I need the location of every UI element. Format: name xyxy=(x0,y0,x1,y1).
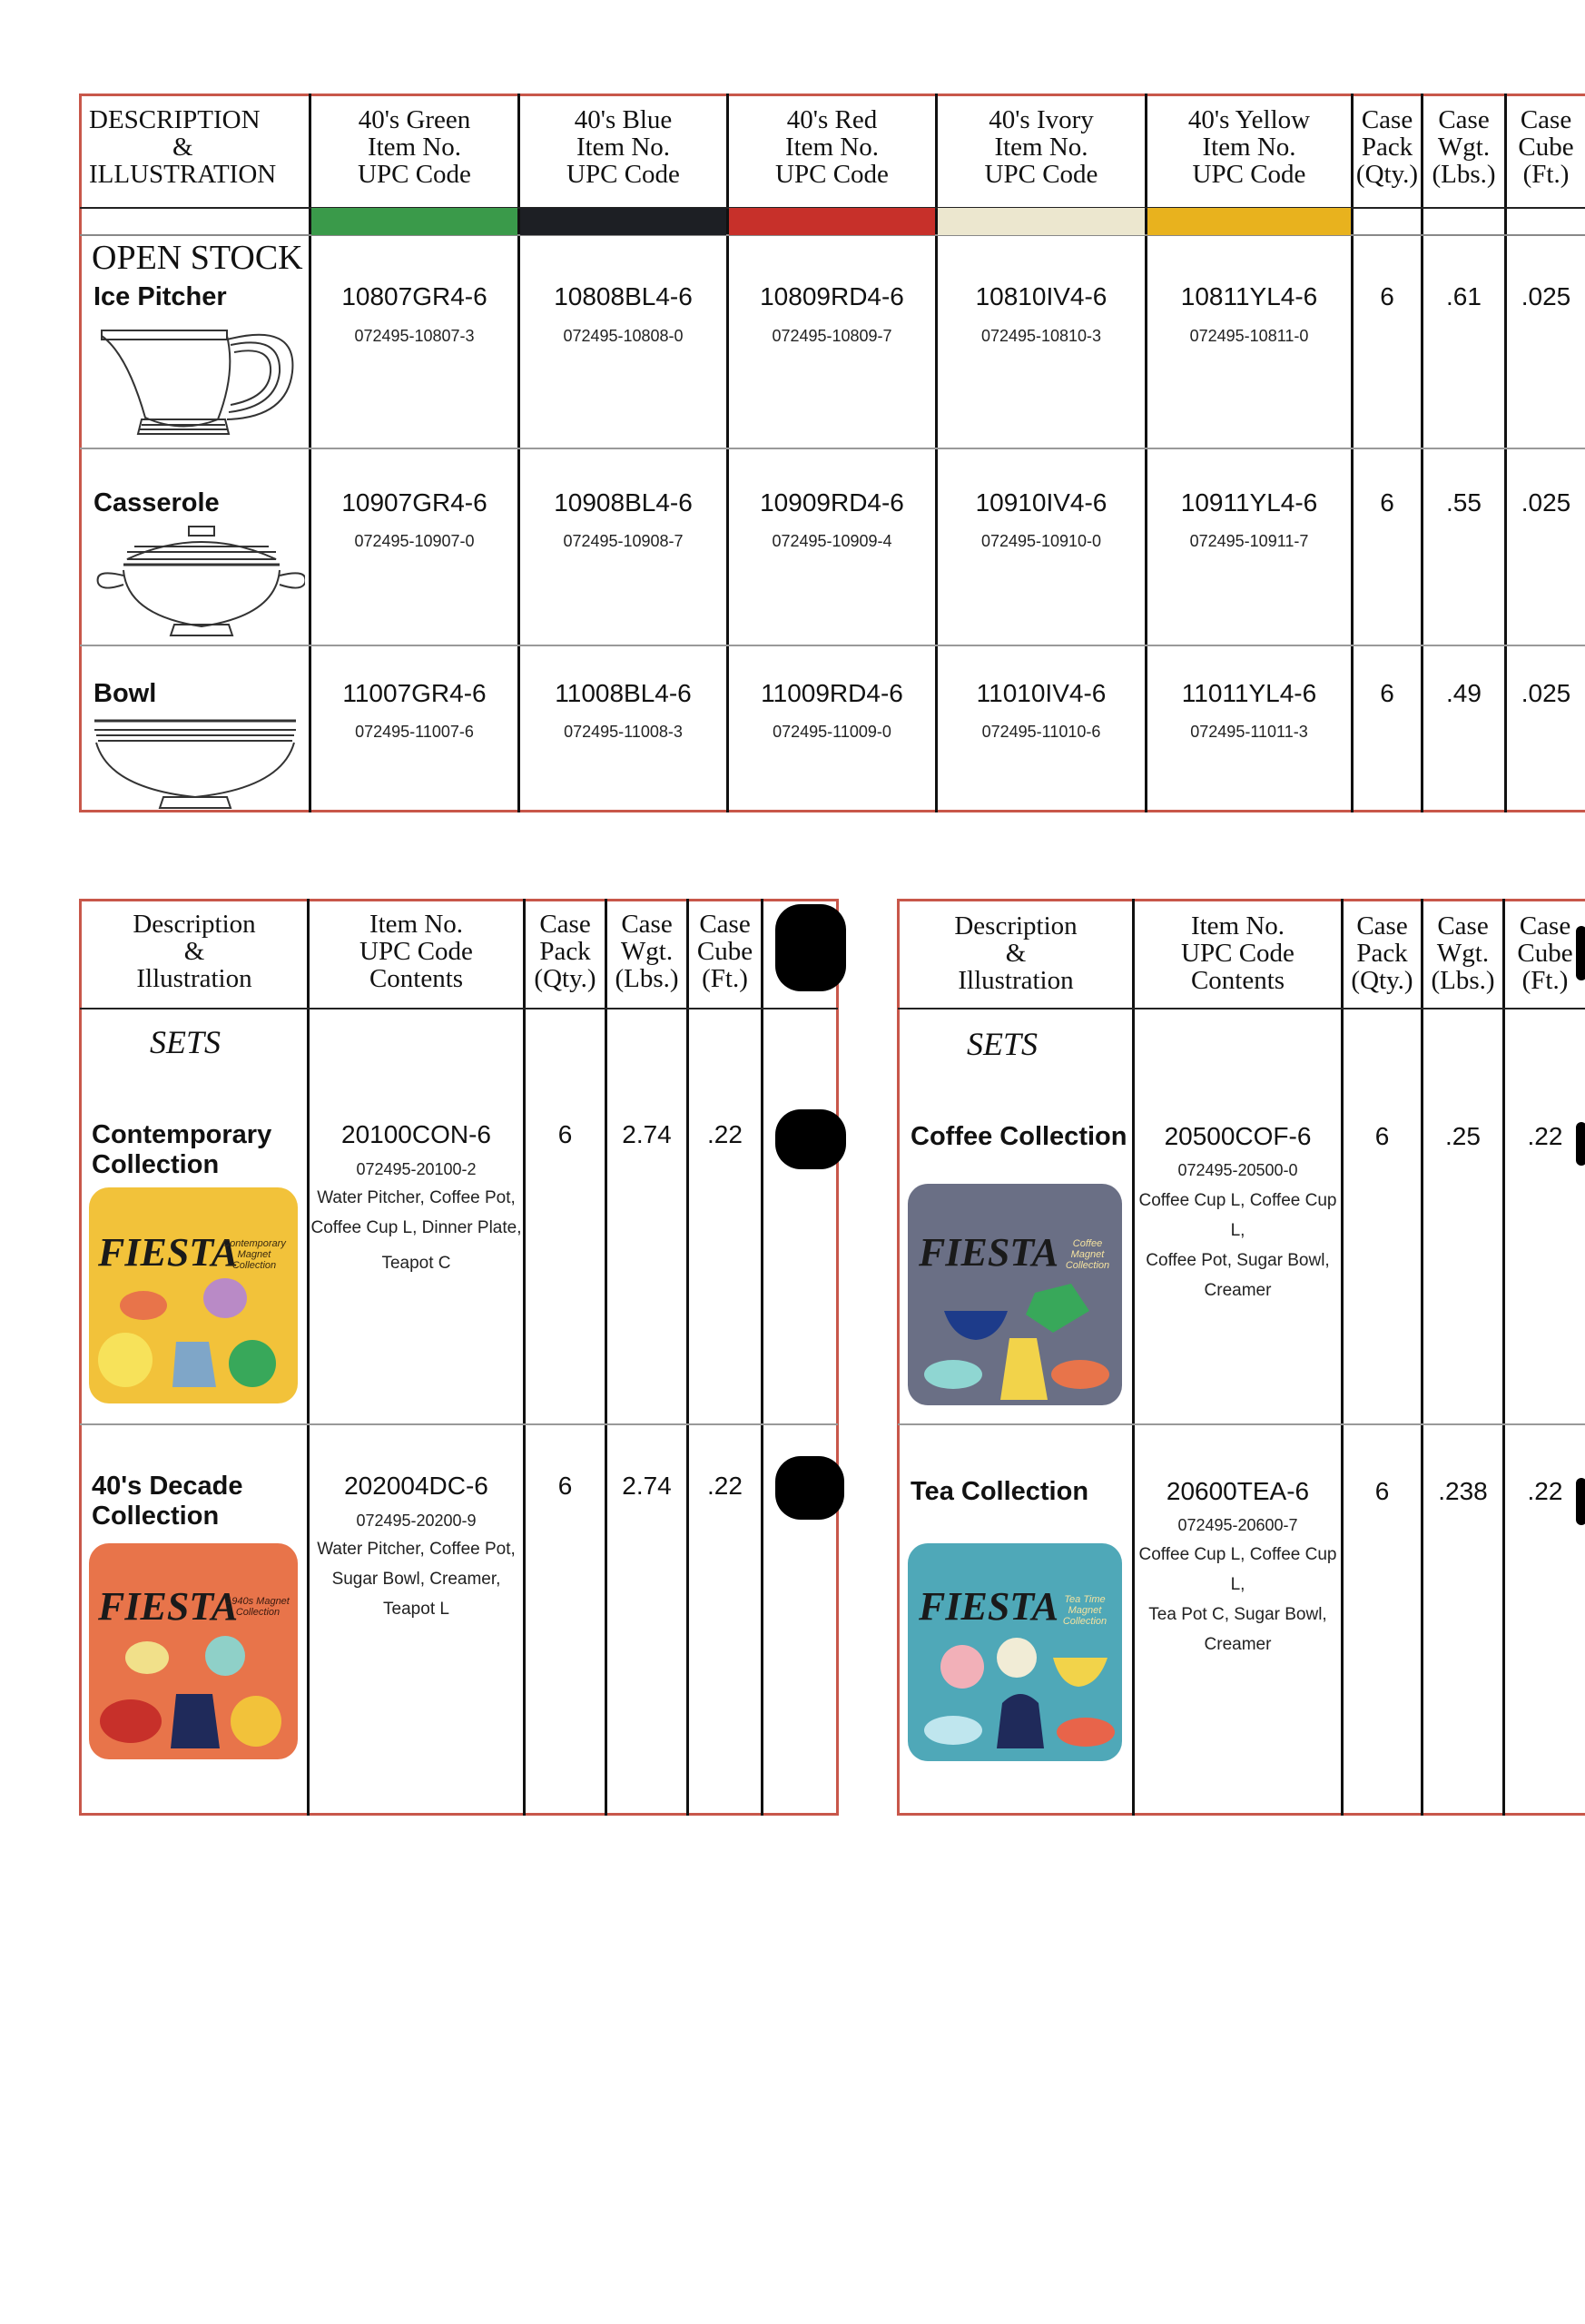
header-item: Item No. UPC Code Contents xyxy=(359,910,473,993)
upc-code: 072495-10911-7 xyxy=(1189,532,1309,550)
package-brand: FIESTA xyxy=(98,1584,239,1629)
upc-code: 072495-11010-6 xyxy=(981,723,1101,741)
upc-code: 072495-10910-0 xyxy=(980,532,1102,550)
set-contents: Water Pitcher, Coffee Pot, Sugar Bowl, Creamer, Teapot L xyxy=(317,1540,516,1619)
magnet-icons xyxy=(908,1275,1122,1405)
row-divider xyxy=(80,645,1585,646)
section-title-sets: SETS xyxy=(967,1026,1039,1062)
set-name: Coffee Collection xyxy=(911,1122,1127,1151)
case-cube: .22 xyxy=(707,1472,743,1500)
set-name: 40's Decade Collection xyxy=(92,1472,243,1531)
row-divider xyxy=(80,448,1585,449)
set-item-number: 20100CON-6 xyxy=(341,1120,491,1148)
item-number: 11008BL4-6 xyxy=(555,679,692,707)
item-number: 10910IV4-6 xyxy=(975,488,1108,517)
upc-code: 072495-10909-4 xyxy=(772,532,892,550)
column-divider xyxy=(686,899,689,1816)
case-pack: 6 xyxy=(1380,282,1394,310)
package-badge: Coffee Magnet Collection xyxy=(1065,1238,1110,1271)
header-item: Item No. UPC Code Contents xyxy=(1181,911,1295,995)
binder-tab-mark xyxy=(1576,1122,1585,1166)
header-yellow: 40's Yellow Item No. UPC Code xyxy=(1187,105,1311,189)
case-weight: 2.74 xyxy=(622,1120,672,1148)
header-blue: 40's Blue Item No. UPC Code xyxy=(566,105,680,189)
set-contents: Coffee Cup L, Coffee Cup L, Tea Pot C, Sugar Bowl, Creamer xyxy=(1138,1545,1337,1654)
header-case-cube: Case Cube (Ft.) xyxy=(1517,911,1573,995)
item-number: 11009RD4-6 xyxy=(761,679,903,707)
upc-code: 072495-11011-3 xyxy=(1190,723,1308,741)
upc-code: 072495-10807-3 xyxy=(354,327,475,345)
package-brand: FIESTA xyxy=(919,1584,1059,1629)
item-number: 10911YL4-6 xyxy=(1180,488,1318,517)
set-upc-code: 072495-20600-7 xyxy=(1177,1516,1298,1534)
column-divider xyxy=(761,899,763,1816)
binder-tab-mark xyxy=(775,904,846,991)
header-case-pack: Case Pack (Qty.) xyxy=(1355,105,1419,189)
header-case-cube: Case Cube (Ft.) xyxy=(1518,105,1574,189)
set-upc-code: 072495-20200-9 xyxy=(356,1512,477,1530)
upc-code: 072495-11009-0 xyxy=(773,723,891,741)
red-swatch xyxy=(729,208,935,235)
upc-code: 072495-10809-7 xyxy=(772,327,892,345)
product-name: Bowl xyxy=(94,679,157,708)
case-pack: 6 xyxy=(1374,1122,1390,1150)
yellow-swatch xyxy=(1147,208,1351,235)
binder-tab-mark xyxy=(775,1456,844,1520)
set-name: Tea Collection xyxy=(911,1477,1089,1506)
set-item-number: 20600TEA-6 xyxy=(1166,1477,1310,1505)
upc-code: 072495-11008-3 xyxy=(564,723,683,741)
header-case-cube: Case Cube (Ft.) xyxy=(696,910,753,993)
row-divider xyxy=(898,1423,1585,1425)
magnet-icons xyxy=(908,1630,1122,1761)
header-divider xyxy=(80,1008,838,1009)
case-weight: .238 xyxy=(1438,1477,1488,1505)
magnet-icons xyxy=(89,1269,298,1403)
column-divider xyxy=(605,899,607,1816)
set-contents: Coffee Cup L, Coffee Cup L, Coffee Pot, Sugar Bowl, Creamer xyxy=(1138,1191,1337,1300)
upc-code: 072495-11007-6 xyxy=(355,723,474,741)
set-item-number: 202004DC-6 xyxy=(344,1472,488,1500)
item-number: 10809RD4-6 xyxy=(760,282,904,310)
case-pack: 6 xyxy=(557,1472,573,1500)
header-description: DESCRIPTION & ILLUSTRATION xyxy=(89,105,277,189)
header-red: 40's Red Item No. UPC Code xyxy=(775,105,889,189)
header-description: Description & Illustration xyxy=(954,911,1078,995)
row-divider xyxy=(80,1423,838,1425)
ice-pitcher-illustration xyxy=(91,318,305,445)
upc-code: 072495-10908-7 xyxy=(563,532,684,550)
item-number: 10810IV4-6 xyxy=(975,282,1108,310)
green-swatch xyxy=(311,208,517,235)
case-weight: .55 xyxy=(1446,488,1482,517)
set-name: Contemporary Collection xyxy=(92,1120,272,1179)
header-case-wgt: Case Wgt. (Lbs.) xyxy=(1432,105,1496,189)
set-item-number: 20500COF-6 xyxy=(1164,1122,1312,1150)
header-ivory: 40's Ivory Item No. UPC Code xyxy=(984,105,1098,189)
upc-code: 072495-10907-0 xyxy=(354,532,475,550)
header-case-wgt: Case Wgt. (Lbs.) xyxy=(1431,911,1495,995)
coffee-package-image xyxy=(908,1184,1122,1405)
case-cube: .025 xyxy=(1521,282,1571,310)
tea-package-image xyxy=(908,1543,1122,1761)
section-title-open-stock: OPEN STOCK xyxy=(92,239,303,277)
item-number: 10807GR4-6 xyxy=(341,282,487,310)
header-case-pack: Case Pack (Qty.) xyxy=(534,910,596,993)
binder-tab-mark xyxy=(775,1109,846,1169)
magnet-icons xyxy=(89,1630,298,1759)
item-number: 10811YL4-6 xyxy=(1180,282,1318,310)
item-number: 10907GR4-6 xyxy=(341,488,487,517)
decade-package-image xyxy=(89,1543,298,1759)
package-brand: FIESTA xyxy=(919,1230,1059,1275)
item-number: 11011YL4-6 xyxy=(1181,679,1317,707)
column-divider xyxy=(1502,899,1505,1816)
case-cube: .22 xyxy=(1527,1477,1563,1505)
item-number: 10908BL4-6 xyxy=(554,488,693,517)
ivory-swatch xyxy=(938,208,1145,235)
header-description: Description & Illustration xyxy=(133,910,256,993)
item-number: 11010IV4-6 xyxy=(976,679,1107,707)
upc-code: 072495-10811-0 xyxy=(1189,327,1309,345)
binder-tab-mark xyxy=(1576,926,1585,980)
header-case-wgt: Case Wgt. (Lbs.) xyxy=(615,910,679,993)
column-divider xyxy=(1341,899,1344,1816)
package-brand: FIESTA xyxy=(98,1230,239,1275)
column-divider xyxy=(1132,899,1135,1816)
contemporary-package-image xyxy=(89,1187,298,1403)
binder-tab-mark xyxy=(1576,1478,1585,1525)
case-weight: .25 xyxy=(1445,1122,1481,1150)
case-cube: .22 xyxy=(707,1120,743,1148)
set-upc-code: 072495-20500-0 xyxy=(1177,1161,1298,1179)
column-divider xyxy=(1421,899,1423,1816)
blue-swatch xyxy=(520,208,726,235)
case-pack: 6 xyxy=(1380,488,1394,517)
upc-code: 072495-10810-3 xyxy=(980,327,1102,345)
item-number: 10808BL4-6 xyxy=(554,282,693,310)
set-upc-code: 072495-20100-2 xyxy=(356,1160,477,1178)
item-number: 10909RD4-6 xyxy=(760,488,904,517)
section-title-sets: SETS xyxy=(150,1024,222,1060)
column-divider xyxy=(523,899,526,1816)
column-divider xyxy=(307,899,310,1816)
case-pack: 6 xyxy=(1374,1477,1390,1505)
header-case-pack: Case Pack (Qty.) xyxy=(1351,911,1413,995)
case-weight: .61 xyxy=(1446,282,1482,310)
package-badge: Contemporary Magnet Collection xyxy=(222,1238,286,1271)
case-pack: 6 xyxy=(557,1120,573,1148)
case-cube: .025 xyxy=(1521,488,1571,517)
header-green: 40's Green Item No. UPC Code xyxy=(358,105,471,189)
package-badge: Tea Time Magnet Collection xyxy=(1062,1594,1108,1627)
case-cube: .22 xyxy=(1527,1122,1563,1150)
product-name: Casserole xyxy=(94,488,220,517)
upc-code: 072495-10808-0 xyxy=(563,327,684,345)
set-contents: Water Pitcher, Coffee Pot, Coffee Cup L, Dinner Plate, Teapot C xyxy=(310,1188,522,1273)
casserole-illustration xyxy=(91,525,305,641)
case-weight: 2.74 xyxy=(622,1472,672,1500)
header-divider xyxy=(898,1008,1585,1009)
product-name: Ice Pitcher xyxy=(94,282,227,311)
case-pack: 6 xyxy=(1380,679,1394,707)
bowl-illustration xyxy=(91,714,305,812)
case-cube: .025 xyxy=(1521,679,1571,707)
item-number: 11007GR4-6 xyxy=(342,679,487,707)
case-weight: .49 xyxy=(1446,679,1482,707)
package-badge: 1940s Magnet Collection xyxy=(226,1596,290,1618)
